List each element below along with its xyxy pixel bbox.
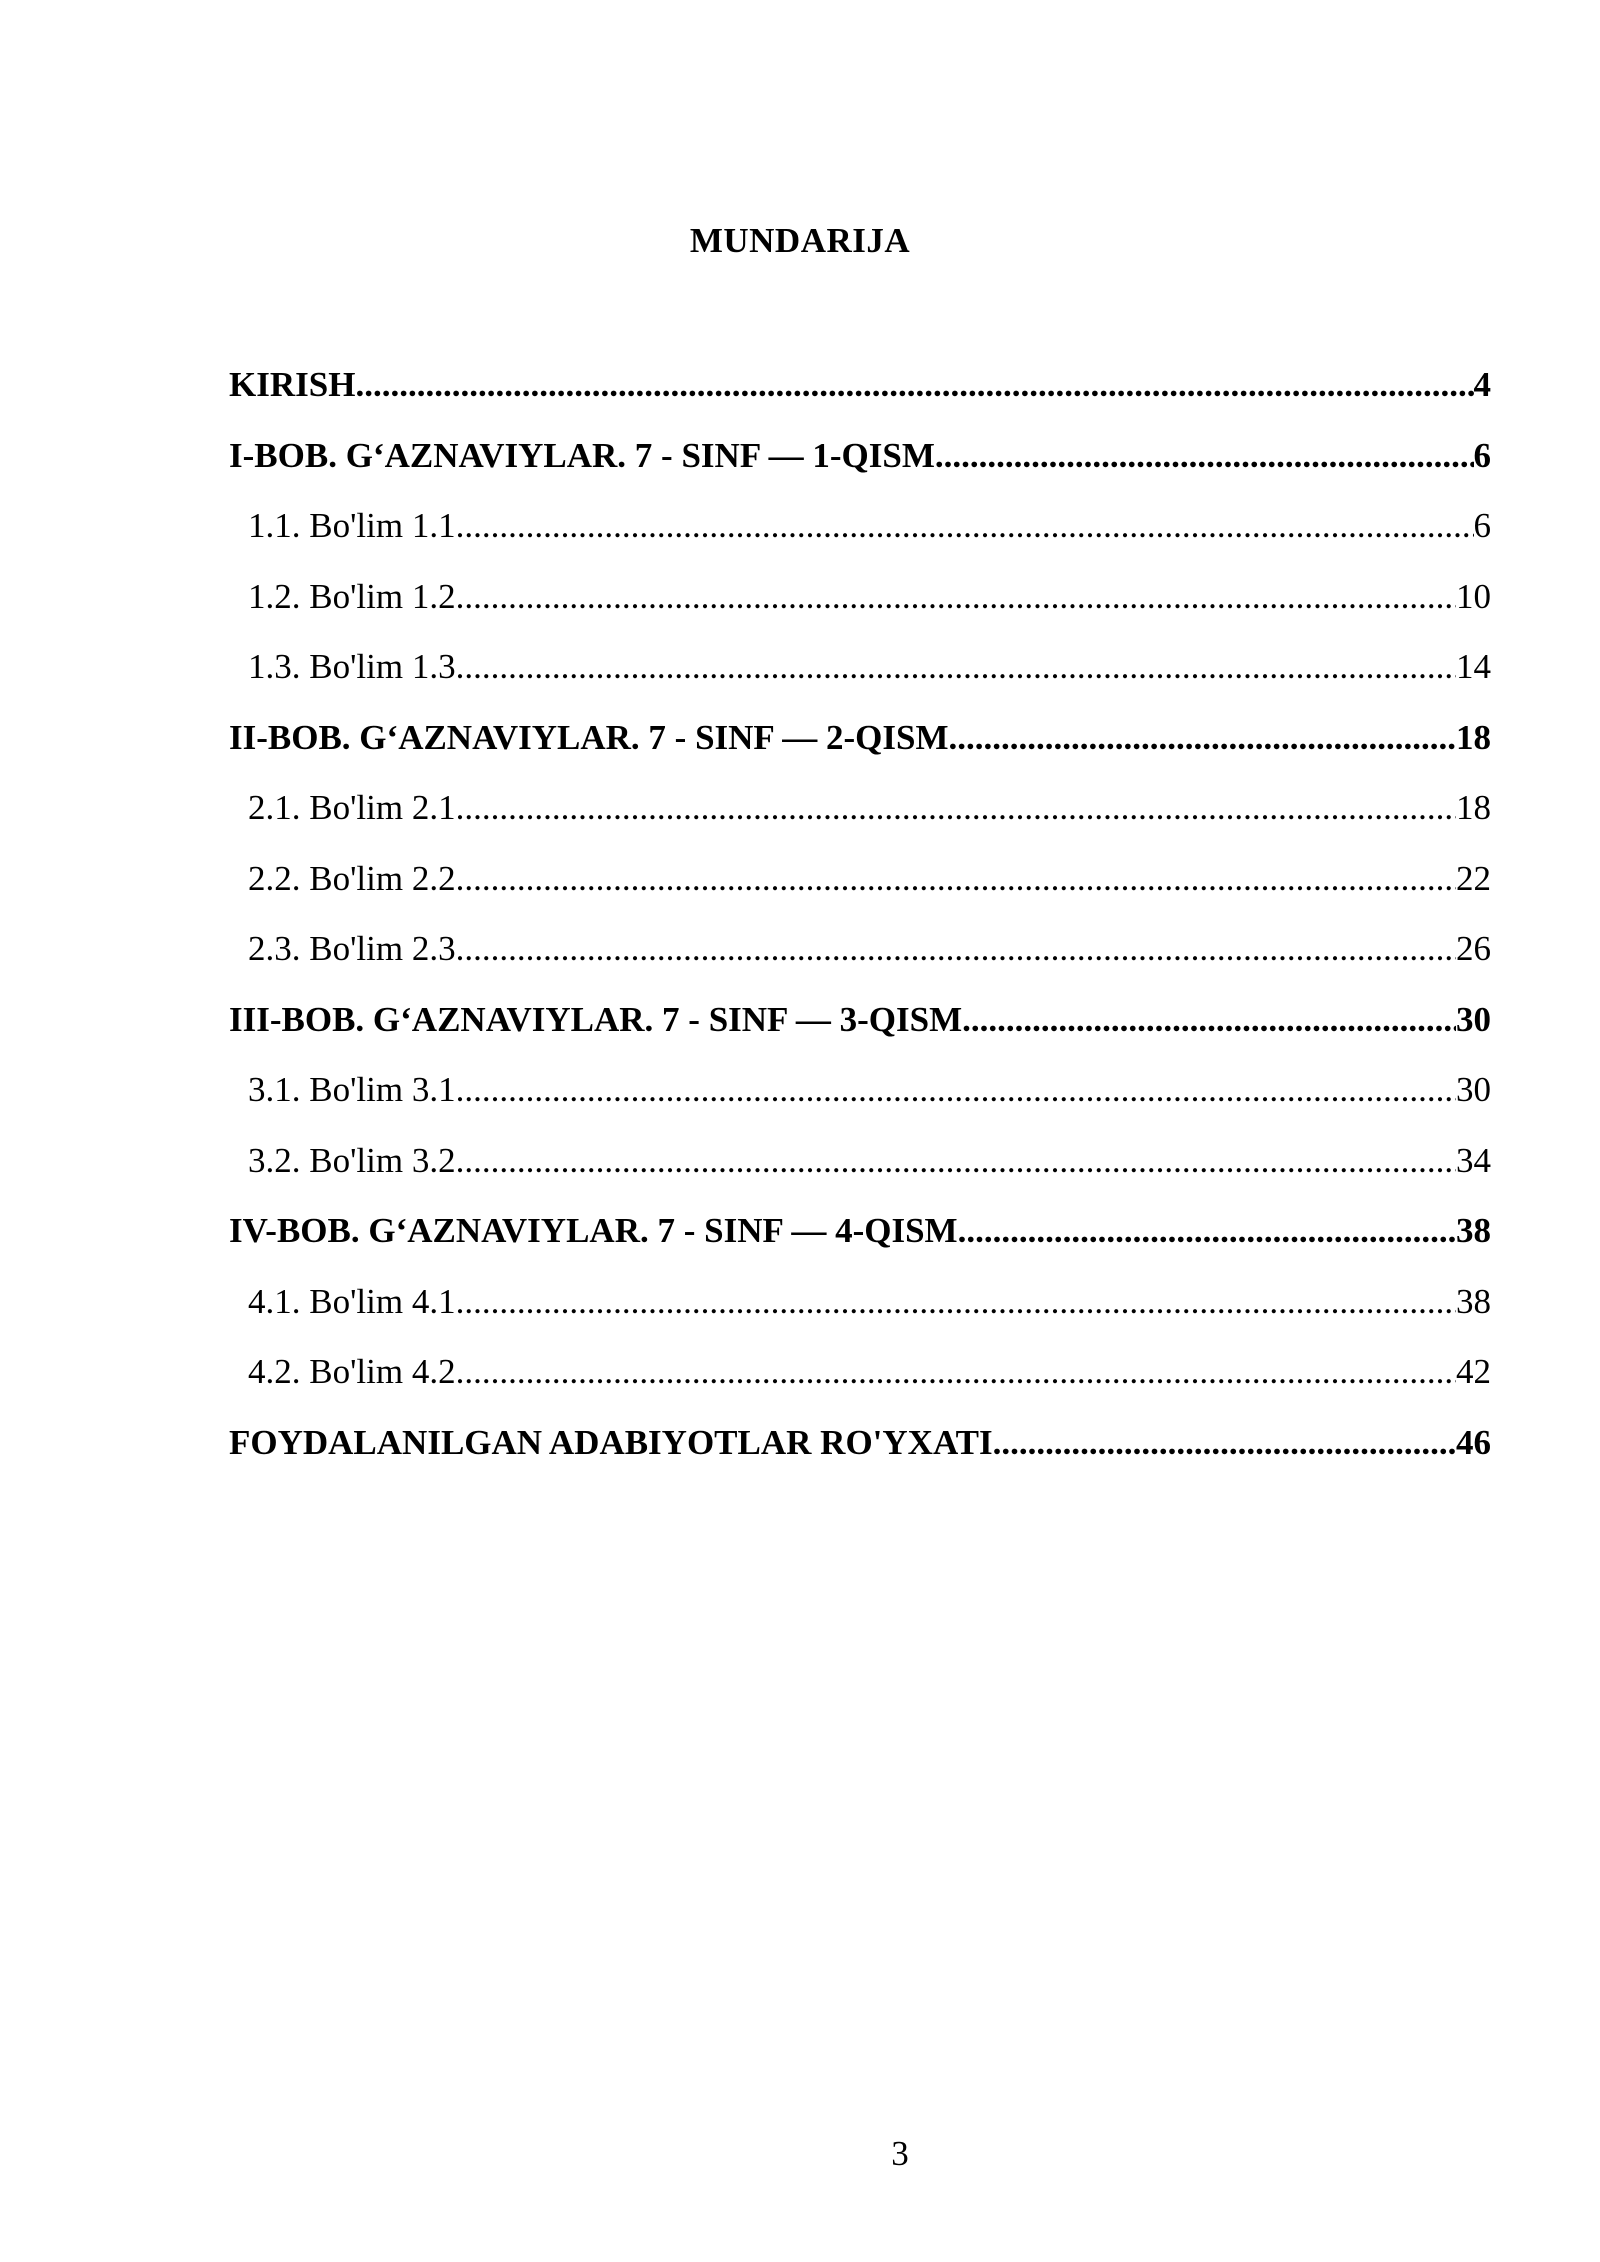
toc-entry-chapter-4[interactable]	[229, 1196, 1491, 1267]
toc-entry-label: 3.2. Bo'lim 3.2	[248, 1140, 456, 1180]
toc-entry-chapter-2[interactable]	[229, 703, 1491, 774]
toc-entry-page: 22	[1456, 858, 1491, 898]
toc-entry-section-1-3[interactable]	[229, 632, 1491, 703]
toc-entry-label: 4.1. Bo'lim 4.1	[248, 1281, 456, 1321]
page-title: MUNDARIJA	[689, 221, 911, 260]
toc-entry-page: 18	[1456, 717, 1491, 757]
toc-entry-page: 26	[1456, 929, 1491, 969]
toc-dot-leader	[355, 365, 1473, 405]
toc-dot-leader	[456, 788, 1456, 828]
toc-entry-page: 34	[1456, 1140, 1491, 1180]
toc-entry-label: 2.3. Bo'lim 2.3	[248, 929, 456, 969]
toc-entry-label: 4.2. Bo'lim 4.2	[248, 1352, 456, 1392]
toc-entry-label: 1.2. Bo'lim 1.2	[248, 576, 456, 616]
toc-entry-section-2-2[interactable]	[229, 844, 1491, 915]
toc-entry-page: 30	[1456, 1070, 1491, 1110]
toc-dot-leader	[456, 647, 1456, 687]
toc-entry-page: 10	[1456, 576, 1491, 616]
toc-dot-leader	[993, 1423, 1456, 1463]
toc-entry-label: II-BOB. G‘AZNAVIYLAR. 7 - SINF — 2-QISM	[229, 717, 949, 757]
toc-entry-section-1-2[interactable]	[229, 562, 1491, 633]
toc-entry-page: 6	[1473, 506, 1491, 546]
toc-dot-leader	[456, 506, 1474, 546]
toc-entry-page: 18	[1456, 788, 1491, 828]
toc-entry-section-3-1[interactable]	[229, 1055, 1491, 1126]
toc-dot-leader	[962, 1000, 1456, 1040]
toc-dot-leader	[935, 436, 1474, 476]
toc-entry-chapter-3[interactable]	[229, 985, 1491, 1056]
toc-entry-page: 6	[1473, 435, 1491, 475]
toc-entry-section-1-1[interactable]	[229, 491, 1491, 562]
toc-entry-label: FOYDALANILGAN ADABIYOTLAR RO'YXATI	[229, 1422, 993, 1462]
toc-entry-label: IV-BOB. G‘AZNAVIYLAR. 7 - SINF — 4-QISM	[229, 1211, 958, 1251]
toc-entry-label: 1.3. Bo'lim 1.3	[248, 647, 456, 687]
toc-entry-chapter-1[interactable]	[229, 421, 1491, 492]
toc-dot-leader	[958, 1211, 1456, 1251]
toc-entry-section-4-2[interactable]	[229, 1337, 1491, 1408]
toc-entry-label: 2.2. Bo'lim 2.2	[248, 858, 456, 898]
toc-entry-label: KIRISH	[229, 365, 356, 405]
toc-dot-leader	[456, 1070, 1456, 1110]
toc-entry-label: 1.1. Bo'lim 1.1	[248, 506, 456, 546]
toc-entry-references[interactable]	[229, 1408, 1491, 1479]
toc-entry-page: 38	[1456, 1211, 1491, 1251]
toc-dot-leader	[456, 859, 1456, 899]
toc-entry-label: III-BOB. G‘AZNAVIYLAR. 7 - SINF — 3-QISM	[229, 999, 963, 1039]
toc-dot-leader	[456, 1352, 1456, 1392]
toc-entry-page: 46	[1456, 1422, 1491, 1462]
toc-entry-section-4-1[interactable]	[229, 1267, 1491, 1338]
toc-entry-label: 2.1. Bo'lim 2.1	[248, 788, 456, 828]
toc-entry-page: 4	[1473, 365, 1491, 405]
toc-entry-section-2-3[interactable]	[229, 914, 1491, 985]
toc-entry-label: 3.1. Bo'lim 3.1	[248, 1070, 456, 1110]
page-number: 3	[891, 2134, 909, 2173]
toc-dot-leader	[456, 929, 1456, 969]
toc-entry-page: 14	[1456, 647, 1491, 687]
toc-entry-kirish[interactable]	[229, 350, 1491, 421]
toc-entry-section-3-2[interactable]	[229, 1126, 1491, 1197]
toc-entry-label: I-BOB. G‘AZNAVIYLAR. 7 - SINF — 1-QISM	[229, 435, 935, 475]
toc-dot-leader	[949, 718, 1456, 758]
toc-dot-leader	[456, 577, 1456, 617]
toc-entry-page: 30	[1456, 999, 1491, 1039]
toc-dot-leader	[456, 1141, 1456, 1181]
toc-entry-page: 42	[1456, 1352, 1491, 1392]
toc-entry-section-2-1[interactable]	[229, 773, 1491, 844]
table-of-contents	[229, 350, 1491, 1478]
toc-dot-leader	[456, 1282, 1456, 1322]
toc-entry-page: 38	[1456, 1281, 1491, 1321]
